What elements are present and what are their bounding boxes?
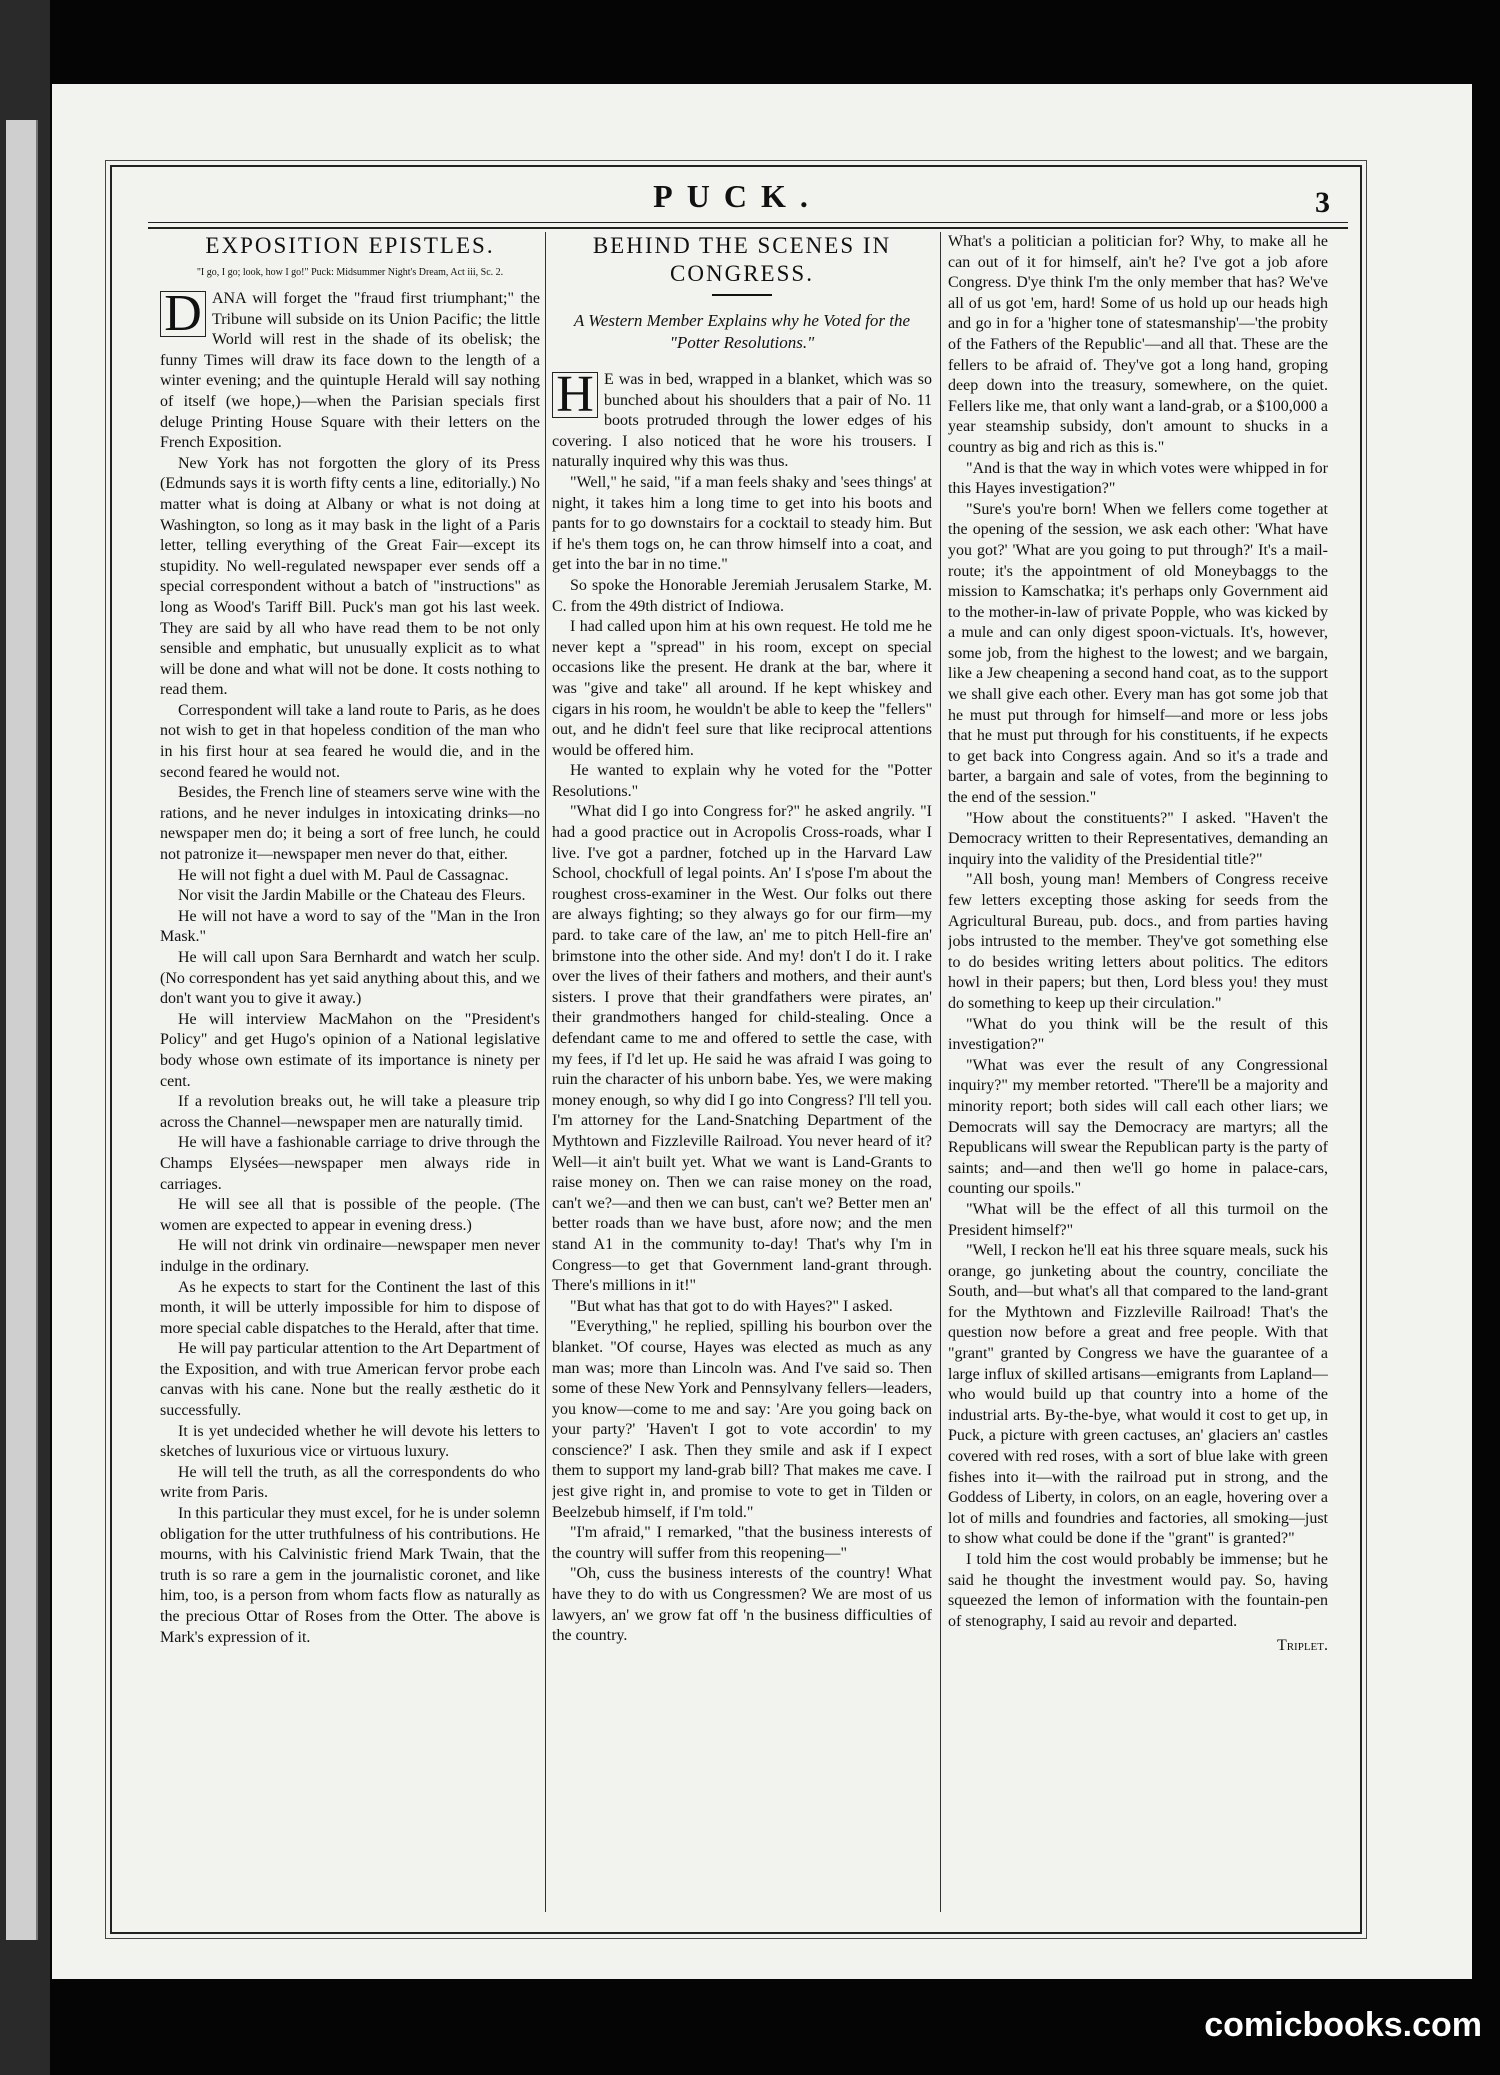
author-signature: Triplet.	[1276, 1637, 1328, 1655]
article-paragraph: I told him the cost would probably be immense; but he said he thought the investment would pay. So, having squeezed the lemon of information with the fountain-pen of stenography, I said au revoir and departed.	[948, 1551, 1328, 1630]
article-paragraph: "How about the constituents?" I asked. "Haven't the Democracy written to their Representatives, demanding an inquiry into the validity of the Presidential title?"	[948, 809, 1328, 868]
article-paragraph: "I'm afraid," I remarked, "that the business interests of the country will suffer from this reopening—"	[552, 1524, 932, 1562]
article-paragraph: He will tell the truth, as all the correspondents do who write from Paris.	[160, 1463, 540, 1502]
article-paragraph: What's a politician a politician for? Why, to make all he can out of it for himself, ain't he? I've got a job afore Congress. D'ye think I'm the only member that has? We've all of us got 'em, hard! Some of us hold up our heads high and go in for a 'higher tone of statesmanship'—'the probity of the Fathers of the Republic'—and all that. These are the fellers to be afraid of. They've got a long hand, groping deep down into the treasury, somewhere, on the quiet. Fellers like me, that only want a land-grab, or a $100,000 a year steamship subsidy, don't amount to shucks in a country as big and rich as this is."	[948, 233, 1328, 456]
masthead-title: PUCK.	[653, 178, 822, 214]
adjacent-page-sliver	[6, 120, 38, 1940]
article-paragraph: As he expects to start for the Continent the last of this month, it will be utterly impossible for him to dispose of more special cable dispatches to the Herald, after that time.	[160, 1278, 540, 1337]
column-exposition-epistles	[160, 232, 540, 1912]
masthead	[150, 172, 1350, 222]
adjacent-page-edge	[0, 0, 50, 2075]
page-number: 3	[1315, 186, 1330, 219]
article-paragraph: "What will be the effect of all this turmoil on the President himself?"	[948, 1200, 1328, 1239]
article-paragraph: If a revolution breaks out, he will take a pleasure trip across the Channel—newspaper men are naturally timid.	[160, 1093, 540, 1131]
article-title: BEHIND THE SCENES IN CONGRESS.	[592, 233, 892, 286]
article-paragraph: He will not fight a duel with M. Paul de Cassagnac.	[178, 866, 509, 884]
article-paragraph: "What was ever the result of any Congressional inquiry?" my member retorted. "There'll be a majority and minority report; both sides will call each other liars; we Democrats will say the Democracy are martyrs; all the Republicans will swear the Republican party is the party of saints; and—and then we'll go home in palace-cars, counting our spoils."	[948, 1056, 1328, 1198]
column-divider	[940, 232, 941, 1912]
article-paragraph: "Sure's you're born! When we fellers come together at the opening of the session, we ask each other: 'What have you got?' 'What are you going to put through?' It's a mail-route; it's the appointment of old Moneybaggs to the mission to Kamschatka; it's perhaps only Government aid to the mother-in-law of private Popple, who was kicked by a mule and can only digest spoon-victuals. It's, however, some job, from the highest to the lowest; and we bargain, like a Jew cheapening a second hand coat, as to the support we shall give each other. Every man has got some job that he must put through for himself—and more or less jobs that he must put through for his constituents, if he expects to get back into Congress again. And so it's a trade and barter, a bargain and sale of votes, from the beginning to the end of the session."	[948, 500, 1328, 807]
article-paragraph: In this particular they must excel, for he is under solemn obligation for the utter truthfulness of his contributions. He mourns, with his Calvinistic friend Mark Twain, that the truth is so rare a gem in the journalistic coronet, and like him, too, is a person from whom facts flow as naturally as the precious Ottar of Roses from the Otter. The above is Mark's expression of it.	[160, 1505, 540, 1646]
article-paragraph: "All bosh, young man! Members of Congress receive few letters excepting those asking for seeds from the Agricultural Bureau, pub. docs., and from parties having jobs intrusted to the member. They've got something else to do besides writing letters about politics. The editors howl in their papers; but then, Lord bless you! they must do something to keep up their circulation."	[948, 871, 1328, 1012]
paragraph-text: ANA will forget the "fraud first triumphant;" the Tribune will subside on its Union Pacific; the little World will rest in the shade of its obelisk; the funny Times will draw its face down to the length of a winter evening; and the quintuple Herald will say nothing of itself (we hope,)—when the Parisian specials first deluge Printing House Square with their letters on the French Exposition.	[160, 290, 540, 452]
article-paragraph: "Oh, cuss the business interests of the country! What have they to do with us Congressmen? We are most of us lawyers, an' we grow fat off 'n the business difficulties of the country.	[552, 1565, 932, 1645]
masthead-rule	[148, 222, 1348, 229]
article-paragraph: So spoke the Honorable Jeremiah Jerusalem Starke, M. C. from the 49th district of Indiowa.	[552, 576, 932, 615]
drop-cap: H	[552, 372, 598, 418]
article-paragraph: He will not drink vin ordinaire—newspaper men never indulge in the ordinary.	[160, 1237, 540, 1275]
article-paragraph: "Well, I reckon he'll eat his three square meals, suck his orange, go junketing about the country, conciliate the South, and—but what's all that compared to the land-grant for the Mythtown and Fizzleville Railroad! That's the question now before a great and free people. With that "grant" granted by Congress we have the guarantee of a large influx of skilled artisans—emigrants from Lapland—who would build up that country into a home of the industrial arts. By-the-bye, what would it cost to get up, in Puck, a picture with green cactuses, an' glaciers an' castles covered with red roses, with a sort of blue lake with green fishes into it—with the railroad put in strong, and the Goddess of Liberty, in colors, on an eagle, hovering over a lot of mills and foundries and factories, all smoking—just to show what could be done if the "grant" is granted?"	[948, 1242, 1328, 1548]
article-paragraph: I had called upon him at his own request. He told me he never kept a "spread" in his room, except on special occasions like the present. He drank at the bar, where it was "give and take" all around. If he kept whiskey and cigars in his room, he wouldn't be able to keep the "fellers" out, and he didn't feel sure that like reciprocal attentions would be offered him.	[552, 618, 932, 759]
site-watermark: comicbooks.com	[1204, 2006, 1482, 2044]
article-paragraph: He will not have a word to say of the "Man in the Iron Mask."	[160, 907, 540, 946]
article-subhead: A Western Member Explains why he Voted for the "Potter Resolutions."	[573, 311, 911, 352]
column-behind-the-scenes	[552, 232, 932, 1912]
paragraph-text: E was in bed, wrapped in a blanket, which was so bunched about his shoulders that a pair of No. 11 boots protruded through the lower edges of his covering. I also noticed that he wore his trousers. I naturally inquired why this was thus.	[552, 371, 932, 471]
article-paragraph: He wanted to explain why he voted for the "Potter Resolutions."	[552, 762, 932, 800]
epigraph: "I go, I go; look, how I go!" Puck: Midsummer Night's Dream, Act iii, Sc. 2.	[196, 267, 504, 278]
article-paragraph: Nor visit the Jardin Mabille or the Chateau des Fleurs.	[178, 887, 526, 905]
article-paragraph: "Everything," he replied, spilling his bourbon over the blanket. "Of course, Hayes was elected as much as any man was; more than Lincoln was. And I've said so. Then some of these New York and Pennsylvany fellers—leaders, you know—come to me and say: 'Are you going back on your party?' 'Haven't I got to vote accordin' to my conscience?' I ask. Then they smile and ask if I expect them to support my land-grab bill? That makes me cave. I jest give right in, and promise to vote to get in Tilden or Beelzebub himself, if I'm told."	[552, 1318, 932, 1521]
article-paragraph	[160, 285, 540, 454]
article-paragraph: "Well," he said, "if a man feels shaky and 'sees things' at night, it takes him a long time to get into his boots and pants for to go downstairs for a cocktail to steady him. But if he's them togs on, he can throw himself into a coat, and get into the bar in no time."	[552, 473, 932, 574]
article-title: EXPOSITION EPISTLES.	[205, 233, 495, 258]
article-paragraph: "But what has that got to do with Hayes?" I asked.	[570, 1297, 893, 1315]
article-paragraph: Besides, the French line of steamers serve wine with the rations, and he never indulges in intoxicating drinks—no newspaper men do; it being a sort of free lunch, he could not patronize it—newspaper men never do that, either.	[160, 784, 540, 864]
column-continuation	[948, 232, 1328, 1912]
article-paragraph: "What did I go into Congress for?" he asked angrily. "I had a good practice out in Acropolis Cross-roads, whar I live. I've got a pardner, fotched up in the Harvard Law School, chockfull of legal points. An' I s'pose I'm about the roughest cross-examiner in the West. Our folks out there are always fighting; so they always go for our firm—my pard. to take care of the law, an' me to pitch Hell-fire an' brimstone into the other side. And my! don't I do it. I rake over the lives of their fathers and mothers, and their aunt's sisters. I prove that their grandfathers were pirates, an' their grandmothers hanged for child-stealing. Once a defendant came to me and offered to settle the case, with my fees, if I'd let up. He said he was afraid I was going to ruin the character of his unborn babe. Yes, we were making money enough, so why did I go into Congress? I'll tell you. I'm attorney for the Land-Snatching Department of the Mythtown and Fizzleville Railroad. You never heard of it? Well—it ain't built yet. What we want is Land-Grants to raise money on. Then we can raise money on the road, can't we?—and then we can bust, can't we? Better men an' better roads than we have bust, afore now; and the men stand A1 in the community to-day! That's why I'm in Congress—to get that Government land-grant through. There's millions in it!"	[552, 803, 932, 1295]
article-paragraph: He will have a fashionable carriage to drive through the Champs Elysées—newspaper men always ride in carriages.	[160, 1134, 540, 1193]
title-rule	[712, 294, 772, 296]
drop-cap: D	[160, 291, 206, 337]
article-paragraph: "What do you think will be the result of this investigation?"	[948, 1015, 1328, 1054]
article-paragraph: Correspondent will take a land route to Paris, as he does not wish to get in that hopeless condition of the man who in his first hour at sea feared he would die, and in the second feared he would not.	[160, 701, 540, 781]
article-paragraph: He will interview MacMahon on the "President's Policy" and get Hugo's opinion of a National legislative body whose own estimate of its importance is ninety per cent.	[160, 1010, 540, 1090]
article-paragraph	[552, 366, 932, 473]
article-paragraph: He will call upon Sara Bernhardt and watch her sculp. (No correspondent has yet said anything about this, and we don't want you to give it away.)	[160, 949, 540, 1008]
article-paragraph: He will pay particular attention to the Art Department of the Exposition, and with true American fervor probe each canvas with his cane. None but the really æsthetic do it successfully.	[160, 1340, 540, 1420]
article-paragraph: New York has not forgotten the glory of its Press (Edmunds says it is worth fifty cents a line, editorially.) No matter what is doing at Albany or what is not doing at Washington, so long as it may bask in the light of a Paris letter, telling everything of the Great Fair—except its stupidity. No well-regulated newspaper ever sends off a special correspondent without a batch of "instructions" as long as Wood's Tariff Bill. Puck's man got his last week. They are said by all who have read them to be not only sensible and emphatic, but unusually explicit as to what will be done and what will not be done. It costs nothing to read them.	[160, 454, 540, 699]
article-paragraph: "And is that the way in which votes were whipped in for this Hayes investigation?"	[948, 459, 1328, 498]
article-paragraph: He will see all that is possible of the people. (The women are expected to appear in evening dress.)	[160, 1196, 540, 1234]
article-paragraph: It is yet undecided whether he will devote his letters to sketches of luxurious vice or virtuous luxury.	[160, 1422, 540, 1461]
column-divider	[545, 232, 546, 1912]
